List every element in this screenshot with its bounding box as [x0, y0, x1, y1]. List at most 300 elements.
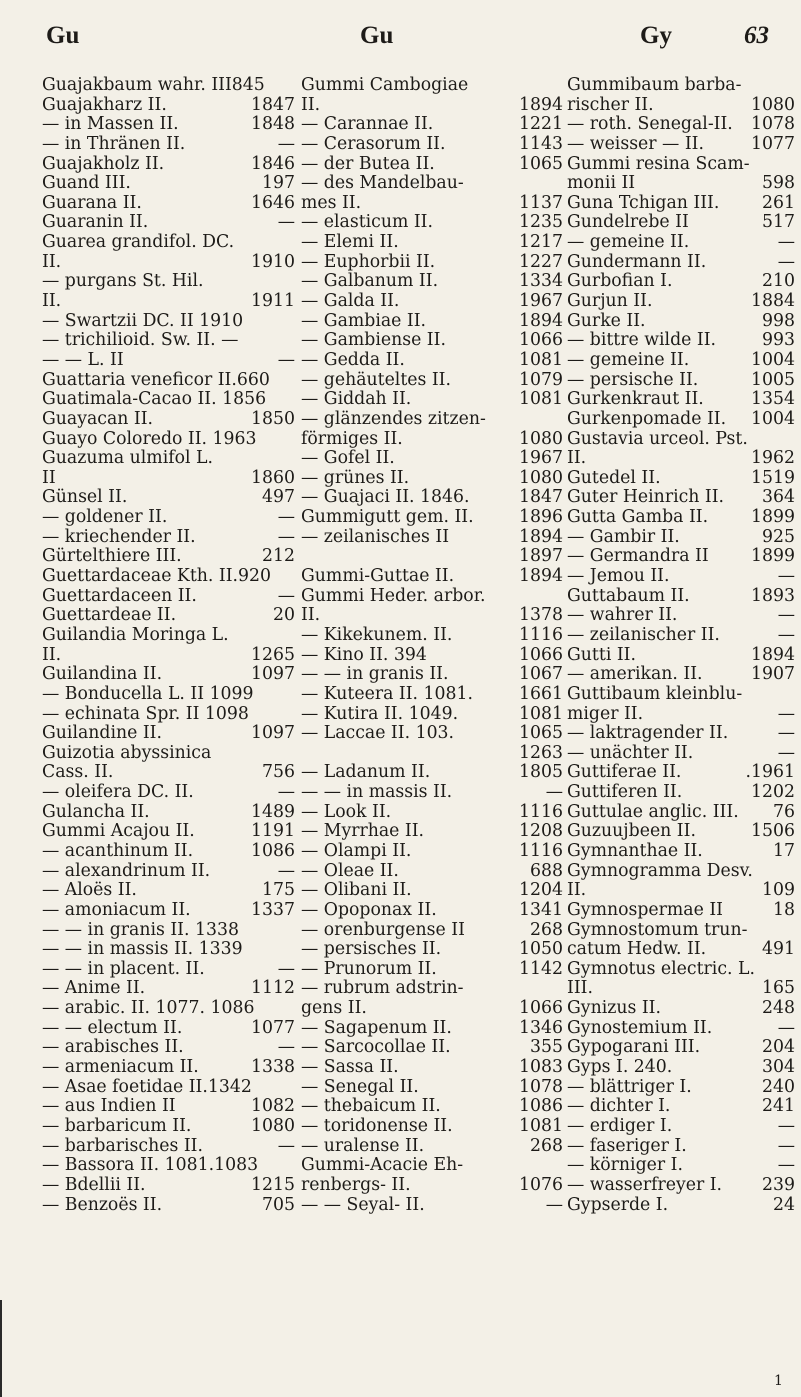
index-entry	[301, 488, 563, 508]
index-entry	[567, 194, 795, 214]
index-entry	[301, 547, 563, 567]
index-entry	[567, 626, 795, 646]
index-entry	[301, 449, 563, 469]
index-entry	[301, 115, 563, 135]
entry-term: Guajakharz II.	[42, 95, 167, 115]
index-entry	[567, 960, 795, 980]
entry-page-ref	[291, 449, 295, 469]
entry-page-ref: 1082	[251, 1097, 295, 1117]
index-entry	[567, 135, 795, 155]
index-entry	[301, 901, 563, 921]
entry-page-ref: 1081	[519, 350, 563, 370]
entry-term: — grünes II.	[301, 468, 410, 488]
entry-page-ref: —	[777, 606, 795, 626]
entry-page-ref: 1967	[519, 292, 563, 312]
index-entry	[567, 547, 795, 567]
entry-page-ref: 1899	[751, 547, 795, 567]
index-entry	[567, 390, 795, 410]
running-header	[0, 22, 801, 58]
entry-page-ref: 1907	[751, 665, 795, 685]
entry-page-ref: 1860	[251, 468, 295, 488]
entry-term: — des Mandelbau-	[301, 174, 464, 194]
entry-page-ref: 1894	[519, 527, 563, 547]
entry-page-ref: —	[277, 783, 295, 803]
index-entry	[567, 155, 795, 175]
index-entry	[301, 1058, 563, 1078]
entry-term: Guajakbaum wahr. III845	[42, 76, 265, 95]
entry-page-ref: 1067	[519, 665, 563, 685]
index-entry	[567, 371, 795, 391]
entry-term: — wasserfreyer I.	[567, 1175, 723, 1195]
entry-page-ref: —	[277, 213, 295, 233]
index-entry	[301, 1156, 563, 1176]
index-entry	[42, 960, 295, 980]
entry-page-ref: 1894	[519, 311, 563, 331]
entry-term: II.	[42, 252, 62, 272]
index-entry	[42, 155, 295, 175]
entry-term: — Swartzii DC. II 1910	[42, 311, 244, 331]
entry-term: — Olampi II.	[301, 841, 412, 861]
entry-page-ref	[791, 921, 795, 941]
entry-page-ref: 1208	[519, 822, 563, 842]
entry-page-ref: 1080	[519, 468, 563, 488]
entry-term: II	[42, 468, 56, 488]
entry-page-ref	[559, 979, 563, 999]
entry-page-ref: 1191	[251, 822, 295, 842]
index-entry	[42, 174, 295, 194]
entry-page-ref: 268	[530, 920, 563, 940]
index-entry	[42, 803, 295, 823]
entry-page-ref: 1005	[751, 370, 795, 390]
entry-term: — purgans St. Hil.	[42, 272, 204, 292]
sheet-mark: 1	[774, 1373, 783, 1389]
entry-term: — Sagapenum II.	[301, 1018, 452, 1038]
entry-page-ref	[559, 587, 563, 607]
entry-page-ref: 1116	[519, 625, 563, 645]
entry-term: Gymnogramma Desv.	[567, 861, 753, 881]
index-entry	[567, 430, 795, 450]
entry-term: Gynizus II.	[567, 999, 661, 1019]
index-entry	[42, 233, 295, 253]
entry-term: — Giddah II.	[301, 390, 412, 410]
entry-page-ref: 1080	[251, 1116, 295, 1136]
entry-term: Guand III.	[42, 174, 131, 194]
index-entry	[42, 1097, 295, 1117]
entry-term: II.	[301, 95, 321, 115]
entry-page-ref	[291, 999, 295, 1019]
entry-page-ref: 197	[262, 174, 295, 194]
index-entry	[301, 194, 563, 214]
entry-term: — körniger I.	[567, 1156, 683, 1176]
index-entry	[567, 1097, 795, 1117]
entry-page-ref	[291, 312, 295, 332]
entry-page-ref: 1080	[519, 429, 563, 449]
entry-page-ref: 1337	[251, 900, 295, 920]
entry-term: — Kuteera II. 1081.	[301, 684, 474, 704]
entry-term: — — electum II.	[42, 1018, 183, 1038]
entry-page-ref: —	[277, 508, 295, 528]
entry-term: — wahrer II.	[567, 606, 678, 626]
entry-page-ref	[291, 233, 295, 253]
index-entry	[42, 410, 295, 430]
entry-page-ref: 1341	[519, 900, 563, 920]
index-entry	[42, 606, 295, 626]
entry-term: miger II.	[567, 704, 644, 724]
entry-term: — Gedda II.	[301, 350, 405, 370]
entry-page-ref	[291, 272, 295, 292]
entry-term: — — in placent. II.	[42, 959, 205, 979]
entry-term: — arabisches II.	[42, 1038, 184, 1058]
index-entry	[42, 1019, 295, 1039]
entry-term: — Gambir II.	[567, 527, 680, 547]
index-entry	[567, 508, 795, 528]
index-entry	[567, 1058, 795, 1078]
entry-term: — Sassa II.	[301, 1058, 399, 1078]
entry-term: Guizotia abyssinica	[42, 743, 212, 763]
entry-term: — weisser — II.	[567, 134, 704, 154]
entry-term: renbergs- II.	[301, 1175, 411, 1195]
entry-term: II.	[42, 645, 62, 665]
index-entry	[42, 940, 295, 960]
entry-page-ref: 497	[262, 488, 295, 508]
entry-page-ref: 1847	[519, 488, 563, 508]
entry-page-ref: 1962	[751, 449, 795, 469]
entry-term: — Olibani II.	[301, 881, 412, 901]
entry-term: — kriechender II.	[42, 527, 196, 547]
entry-term: — — in granis II.	[301, 665, 449, 685]
entry-page-ref: 1894	[519, 95, 563, 115]
index-entry	[42, 665, 295, 685]
index-entry	[42, 763, 295, 783]
entry-term: — barbarisches II.	[42, 1136, 203, 1156]
entry-term: Guettardeae II.	[42, 606, 177, 626]
index-entry	[567, 705, 795, 725]
entry-term: — toridonense II.	[301, 1116, 453, 1136]
entry-page-ref: 598	[762, 174, 795, 194]
index-entry	[42, 783, 295, 803]
index-entry	[567, 351, 795, 371]
entry-term: — persische II.	[567, 370, 699, 390]
entry-term: förmiges II.	[301, 429, 403, 449]
entry-page-ref: 364	[762, 488, 795, 508]
index-entry	[42, 881, 295, 901]
index-entry	[567, 862, 795, 882]
index-entry	[42, 901, 295, 921]
entry-page-ref: —	[777, 704, 795, 724]
index-entry	[567, 842, 795, 862]
index-entry	[567, 1117, 795, 1137]
index-entry	[301, 960, 563, 980]
index-column-1	[42, 76, 295, 1215]
index-entry	[301, 999, 563, 1019]
entry-term: — Opoponax II.	[301, 900, 437, 920]
entry-page-ref: 756	[262, 763, 295, 783]
index-entry	[567, 763, 795, 783]
entry-term: — aus Indien II	[42, 1097, 176, 1117]
entry-page-ref: 1065	[519, 154, 563, 174]
entry-term: — goldener II.	[42, 508, 168, 528]
entry-page-ref	[791, 155, 795, 175]
index-entry	[301, 1019, 563, 1039]
index-entry	[301, 685, 563, 705]
entry-page-ref: 1078	[519, 1077, 563, 1097]
index-entry	[567, 174, 795, 194]
header-left: Gu	[46, 22, 80, 49]
index-entry	[567, 233, 795, 253]
entry-term: Gymnotus electric. L.	[567, 959, 755, 979]
index-entry	[42, 547, 295, 567]
entry-page-ref: 1894	[751, 645, 795, 665]
index-entry	[42, 1117, 295, 1137]
index-entry	[301, 587, 563, 607]
entry-term: — in Thränen II.	[42, 134, 186, 154]
entry-term: monii II	[567, 174, 636, 194]
index-entry	[42, 744, 295, 764]
entry-page-ref	[791, 960, 795, 980]
entry-term: — — in massis II.	[301, 783, 453, 803]
entry-page-ref: 1078	[751, 115, 795, 135]
entry-term: — blättriger I.	[567, 1077, 692, 1097]
entry-term: — erdiger I.	[567, 1116, 673, 1136]
index-entry	[301, 174, 563, 194]
entry-page-ref	[291, 685, 295, 705]
index-entry	[42, 194, 295, 214]
entry-page-ref	[291, 940, 295, 960]
entry-page-ref	[291, 567, 295, 587]
entry-page-ref: 355	[530, 1038, 563, 1058]
entry-term: Gymnostomum trun-	[567, 920, 748, 940]
entry-page-ref	[291, 626, 295, 646]
entry-term: II.	[301, 606, 321, 626]
entry-page-ref: 993	[762, 331, 795, 351]
entry-term: — dichter I.	[567, 1097, 671, 1117]
entry-term: — — L. II	[42, 350, 124, 370]
index-column-3	[567, 76, 795, 1215]
entry-term: — Gofel II.	[301, 449, 395, 469]
entry-term: — roth. Senegal-II.	[567, 115, 733, 135]
entry-term: Guatimala-Cacao II. 1856	[42, 390, 267, 410]
entry-page-ref: 1097	[251, 665, 295, 685]
entry-page-ref: 20	[273, 606, 295, 626]
entry-term: Gulancha II.	[42, 802, 150, 822]
entry-term: — barbaricum II.	[42, 1116, 192, 1136]
index-entry	[42, 1078, 295, 1098]
entry-page-ref: —	[777, 233, 795, 253]
entry-page-ref: 212	[262, 547, 295, 567]
entry-page-ref: —	[777, 567, 795, 587]
entry-term: Gundermann II.	[567, 252, 707, 272]
entry-page-ref: 1086	[519, 1097, 563, 1117]
index-entry	[42, 508, 295, 528]
entry-term: Gynostemium II.	[567, 1018, 713, 1038]
index-entry	[567, 1196, 795, 1216]
entry-page-ref: 1086	[251, 841, 295, 861]
entry-page-ref: 18	[773, 900, 795, 920]
index-entry	[567, 312, 795, 332]
index-entry	[301, 1176, 563, 1196]
index-entry	[301, 705, 563, 725]
entry-page-ref: 925	[762, 527, 795, 547]
entry-page-ref: 1081	[519, 704, 563, 724]
entry-page-ref: 1334	[519, 272, 563, 292]
index-entry	[42, 331, 295, 351]
entry-term: — Bassora II. 1081.1083	[42, 1156, 259, 1176]
index-entry	[301, 646, 563, 666]
entry-term: Guna Tchigan III.	[567, 193, 720, 213]
entry-page-ref: 261	[762, 193, 795, 213]
entry-page-ref: 175	[262, 881, 295, 901]
entry-term: Guttiferae II.	[567, 763, 682, 783]
index-entry	[42, 449, 295, 469]
entry-term: — Oleae II.	[301, 861, 399, 881]
entry-term: Guter Heinrich II.	[567, 488, 725, 508]
entry-term: mes II.	[301, 193, 362, 213]
entry-page-ref	[291, 331, 295, 351]
entry-page-ref: 210	[762, 272, 795, 292]
entry-page-ref: 76	[773, 802, 795, 822]
index-entry	[42, 1137, 295, 1157]
entry-term: Gummi resina Scam-	[567, 154, 750, 174]
entry-term: Guttabaum II.	[567, 586, 690, 606]
index-entry	[301, 390, 563, 410]
index-entry	[42, 272, 295, 292]
entry-term: Guayacan II.	[42, 409, 154, 429]
entry-term: Gurkenpomade II.	[567, 409, 727, 429]
entry-term: Guzuujbeen II.	[567, 822, 696, 842]
index-entry	[42, 76, 295, 96]
entry-page-ref: 1519	[751, 468, 795, 488]
entry-term: — gehäuteltes II.	[301, 370, 452, 390]
index-entry	[567, 469, 795, 489]
index-entry	[301, 410, 563, 430]
entry-term: Gutta Gamba II.	[567, 508, 709, 528]
entry-page-ref: 1050	[519, 940, 563, 960]
entry-page-ref: 1263	[519, 743, 563, 763]
entry-page-ref: 1116	[519, 802, 563, 822]
index-entry	[301, 803, 563, 823]
index-entry	[301, 1117, 563, 1137]
entry-term: Guarea grandifol. DC.	[42, 233, 235, 253]
entry-page-ref: —	[777, 1136, 795, 1156]
index-entry	[42, 567, 295, 587]
index-entry	[301, 233, 563, 253]
index-entry	[301, 1038, 563, 1058]
entry-page-ref	[291, 1078, 295, 1098]
entry-page-ref: 17	[773, 841, 795, 861]
entry-term: II.	[42, 292, 62, 312]
index-entry	[42, 253, 295, 273]
entry-page-ref: —	[277, 1038, 295, 1058]
index-entry	[301, 371, 563, 391]
index-entry	[42, 292, 295, 312]
entry-term: — zeilanischer II.	[567, 625, 720, 645]
entry-term: Gurjun II.	[567, 292, 653, 312]
entry-page-ref: —	[777, 1018, 795, 1038]
entry-term: Gypogarani III.	[567, 1038, 701, 1058]
entry-page-ref: 1079	[519, 370, 563, 390]
index-entry	[42, 724, 295, 744]
entry-page-ref: —	[777, 724, 795, 744]
entry-page-ref: 268	[530, 1136, 563, 1156]
index-entry	[301, 528, 563, 548]
entry-page-ref: —	[277, 1136, 295, 1156]
entry-term: — Elemi II.	[301, 233, 399, 253]
index-entry	[567, 76, 795, 96]
index-entry	[42, 1038, 295, 1058]
entry-term: — bittre wilde II.	[567, 331, 717, 351]
index-entry	[301, 979, 563, 999]
entry-page-ref: 1646	[251, 193, 295, 213]
entry-term: Gustavia urceol. Pst.	[567, 429, 748, 449]
index-entry	[42, 96, 295, 116]
index-entry	[42, 842, 295, 862]
entry-page-ref: —	[277, 350, 295, 370]
entry-page-ref: 1899	[751, 508, 795, 528]
entry-term: II.	[567, 881, 587, 901]
index-entry	[567, 979, 795, 999]
entry-term: — amerikan. II.	[567, 665, 703, 685]
index-entry	[567, 744, 795, 764]
entry-term: Guaranin II.	[42, 213, 149, 233]
entry-page-ref: —	[277, 134, 295, 154]
index-entry	[42, 390, 295, 410]
entry-page-ref: 688	[530, 861, 563, 881]
index-entry	[567, 901, 795, 921]
index-entry	[42, 312, 295, 332]
entry-term: Guilandia Moringa L.	[42, 625, 229, 645]
index-entry	[567, 272, 795, 292]
entry-term: — Asae foetidae II.1342	[42, 1077, 252, 1097]
entry-term: — Senegal II.	[301, 1077, 419, 1097]
entry-page-ref	[559, 76, 563, 96]
index-entry	[42, 646, 295, 666]
entry-page-ref: 1896	[519, 508, 563, 528]
entry-page-ref: 1083	[519, 1058, 563, 1078]
entry-page-ref: 1112	[251, 979, 295, 999]
index-entry	[567, 587, 795, 607]
entry-term: — uralense II.	[301, 1136, 425, 1156]
entry-term: — Guajaci II. 1846.	[301, 488, 470, 508]
entry-term: Guajakholz II.	[42, 154, 165, 174]
entry-term: — in Massen II.	[42, 115, 179, 135]
index-entry	[42, 1058, 295, 1078]
entry-page-ref: 1066	[519, 331, 563, 351]
entry-page-ref: 109	[762, 881, 795, 901]
entry-term: — gemeine II.	[567, 350, 690, 370]
entry-term: — orenburgense II	[301, 920, 465, 940]
entry-term: — — in granis II. 1338	[42, 920, 239, 940]
entry-page-ref: 1221	[519, 115, 563, 135]
index-entry	[567, 331, 795, 351]
entry-page-ref	[291, 921, 295, 941]
index-entry	[301, 921, 563, 941]
index-entry	[301, 135, 563, 155]
entry-page-ref: 1354	[751, 390, 795, 410]
entry-page-ref: 705	[262, 1195, 295, 1215]
index-entry	[567, 999, 795, 1019]
entry-page-ref: 1850	[251, 409, 295, 429]
entry-page-ref: —	[777, 743, 795, 763]
index-entry	[567, 96, 795, 116]
index-entry	[301, 76, 563, 96]
entry-term: Gummi-Guttae II.	[301, 567, 455, 587]
entry-term: — thebaicum II.	[301, 1097, 441, 1117]
entry-term: — Prunorum II.	[301, 959, 437, 979]
entry-term: Gummi Heder. arbor.	[301, 586, 486, 606]
entry-term: — Galda II.	[301, 292, 400, 312]
entry-term: — amoniacum II.	[42, 900, 191, 920]
index-entry	[567, 115, 795, 135]
